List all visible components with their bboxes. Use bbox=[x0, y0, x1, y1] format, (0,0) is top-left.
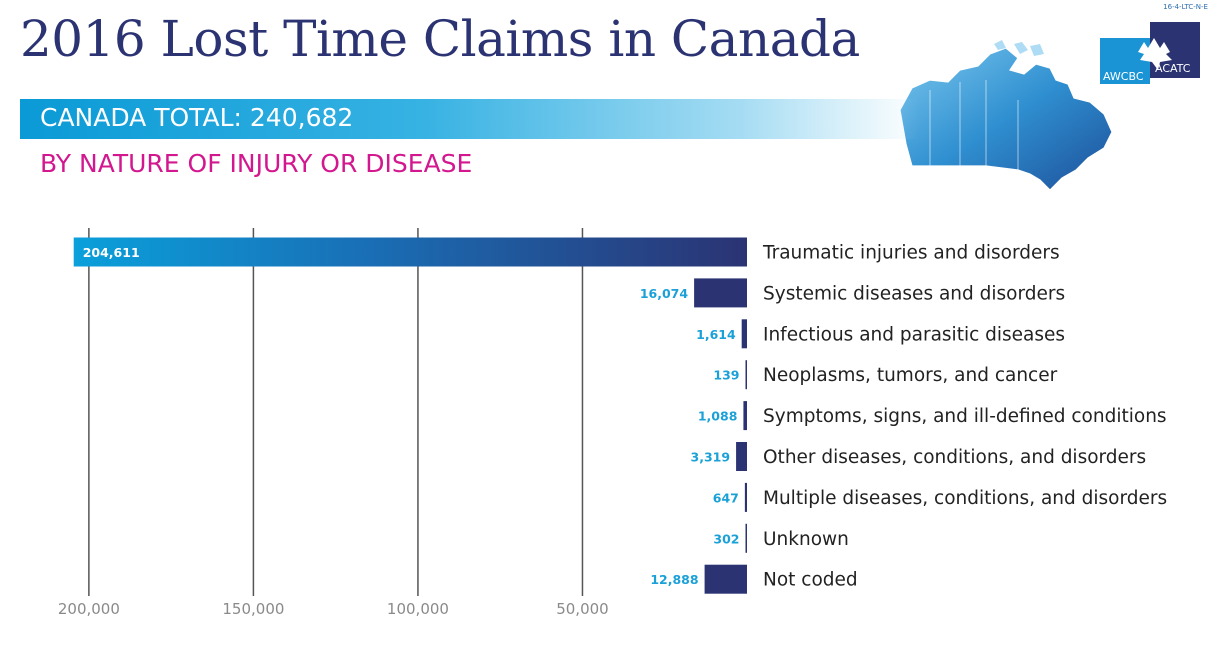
category-label: Symptoms, signs, and ill-defined conditions bbox=[763, 406, 1167, 428]
category-label: Other diseases, conditions, and disorders bbox=[763, 447, 1147, 468]
bar bbox=[746, 360, 748, 389]
bar-value-label: 12,888 bbox=[650, 572, 699, 588]
bar-value-label: 16,074 bbox=[639, 285, 689, 301]
logo-awcbc-text: AWCBC bbox=[1103, 70, 1144, 83]
x-tick-label: 150,000 bbox=[222, 600, 285, 618]
bar-value-label: 302 bbox=[713, 531, 740, 547]
bar-value-label: 3,319 bbox=[690, 449, 731, 465]
x-tick-label: 200,000 bbox=[57, 600, 120, 618]
bar-value-label: 647 bbox=[712, 490, 739, 506]
category-label: Systemic diseases and disorders bbox=[763, 283, 1066, 305]
bar bbox=[705, 565, 747, 594]
page-title: 2016 Lost Time Claims in Canada bbox=[20, 10, 860, 68]
x-tick-label: 100,000 bbox=[386, 600, 449, 618]
bar bbox=[694, 278, 747, 307]
category-label: Multiple diseases, conditions, and disorders bbox=[763, 487, 1168, 509]
bar-value-label: 204,611 bbox=[82, 245, 140, 260]
category-label: Traumatic injuries and disorders bbox=[763, 242, 1060, 264]
bar-value-label: 139 bbox=[713, 367, 740, 383]
category-label: Infectious and parasitic diseases bbox=[763, 324, 1066, 346]
bar-value-label: 1,614 bbox=[696, 326, 736, 342]
category-label: Unknown bbox=[763, 528, 849, 550]
x-tick-label: 50,000 bbox=[556, 600, 609, 618]
chart-subtitle: BY NATURE OF INJURY OR DISEASE bbox=[40, 149, 473, 178]
bar bbox=[745, 483, 747, 512]
category-label: Neoplasms, tumors, and cancer bbox=[763, 365, 1058, 387]
bar bbox=[742, 319, 747, 348]
canada-total-label: CANADA TOTAL: 240,682 bbox=[40, 103, 354, 132]
category-label: Not coded bbox=[763, 569, 858, 591]
document-code: 16-4-LTC-N-E bbox=[1163, 3, 1208, 11]
bar-value-label: 1,088 bbox=[697, 408, 738, 424]
bar bbox=[74, 238, 747, 267]
bar bbox=[746, 524, 748, 553]
bar bbox=[743, 401, 747, 430]
bar bbox=[736, 442, 747, 471]
logo-acatc-text: ACATC bbox=[1155, 62, 1191, 75]
